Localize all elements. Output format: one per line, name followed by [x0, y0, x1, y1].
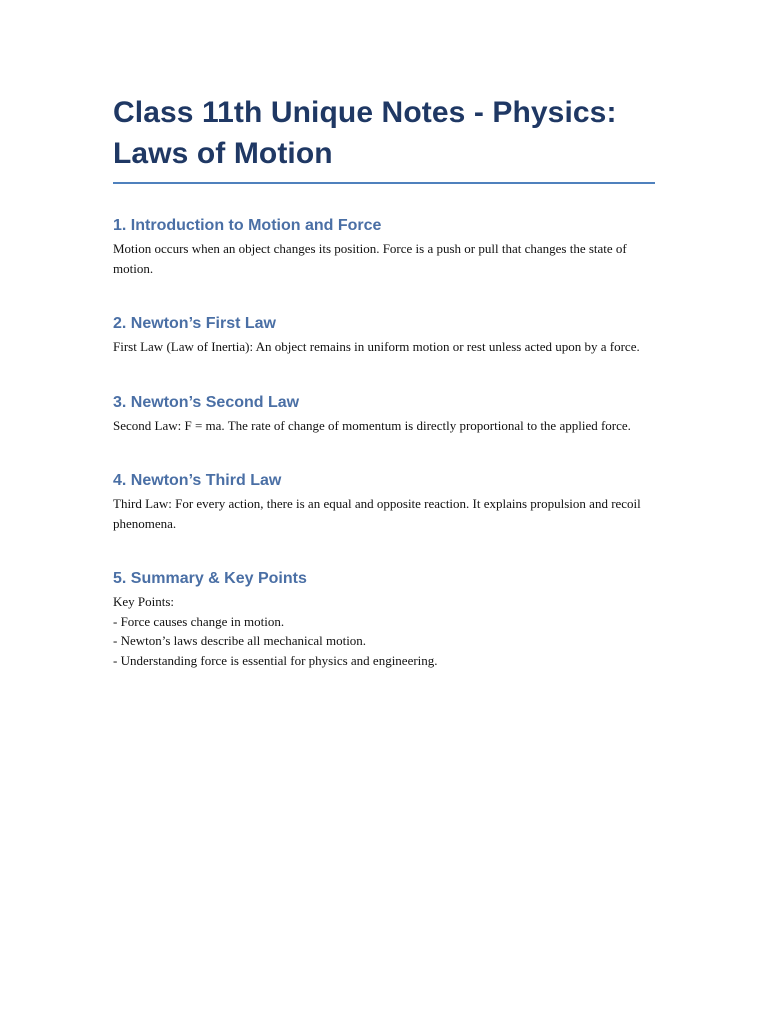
key-point-item: - Force causes change in motion. — [113, 613, 285, 629]
document-title: Class 11th Unique Notes - Physics: Laws of Motion — [113, 92, 655, 184]
section-heading: 5. Summary & Key Points — [113, 570, 307, 587]
key-points-label: Key Points: — [113, 594, 175, 609]
section-first-law — [113, 314, 655, 357]
section-third-law — [113, 471, 655, 533]
section-introduction — [113, 216, 655, 278]
section-paragraph: First Law (Law of Inertia): An object remains in uniform motion or rest unless acted upon by a force. — [113, 339, 640, 354]
section-heading: 4. Newton’s Third Law — [113, 472, 282, 489]
section-paragraph: Second Law: F = ma. The rate of change of momentum is directly proportional to the applied force. — [113, 417, 631, 433]
section-paragraph: Motion occurs when an object changes its position. Force is a push or pull that changes the state of motion. — [113, 241, 627, 276]
section-heading: 3. Newton’s Second Law — [113, 393, 300, 411]
section-second-law — [113, 393, 655, 436]
section-summary — [113, 569, 655, 670]
document-page — [113, 92, 655, 670]
key-point-item: - Understanding force is essential for physics and engineering. — [113, 652, 438, 668]
section-paragraph: Third Law: For every action, there is an equal and opposite reaction. It explains propulsion and recoil phenomena. — [113, 496, 641, 531]
section-heading: 1. Introduction to Motion and Force — [113, 217, 382, 234]
key-points-list — [113, 592, 655, 670]
key-point-item: - Newton’s laws describe all mechanical motion. — [113, 633, 367, 648]
section-heading: 2. Newton’s First Law — [113, 315, 276, 332]
